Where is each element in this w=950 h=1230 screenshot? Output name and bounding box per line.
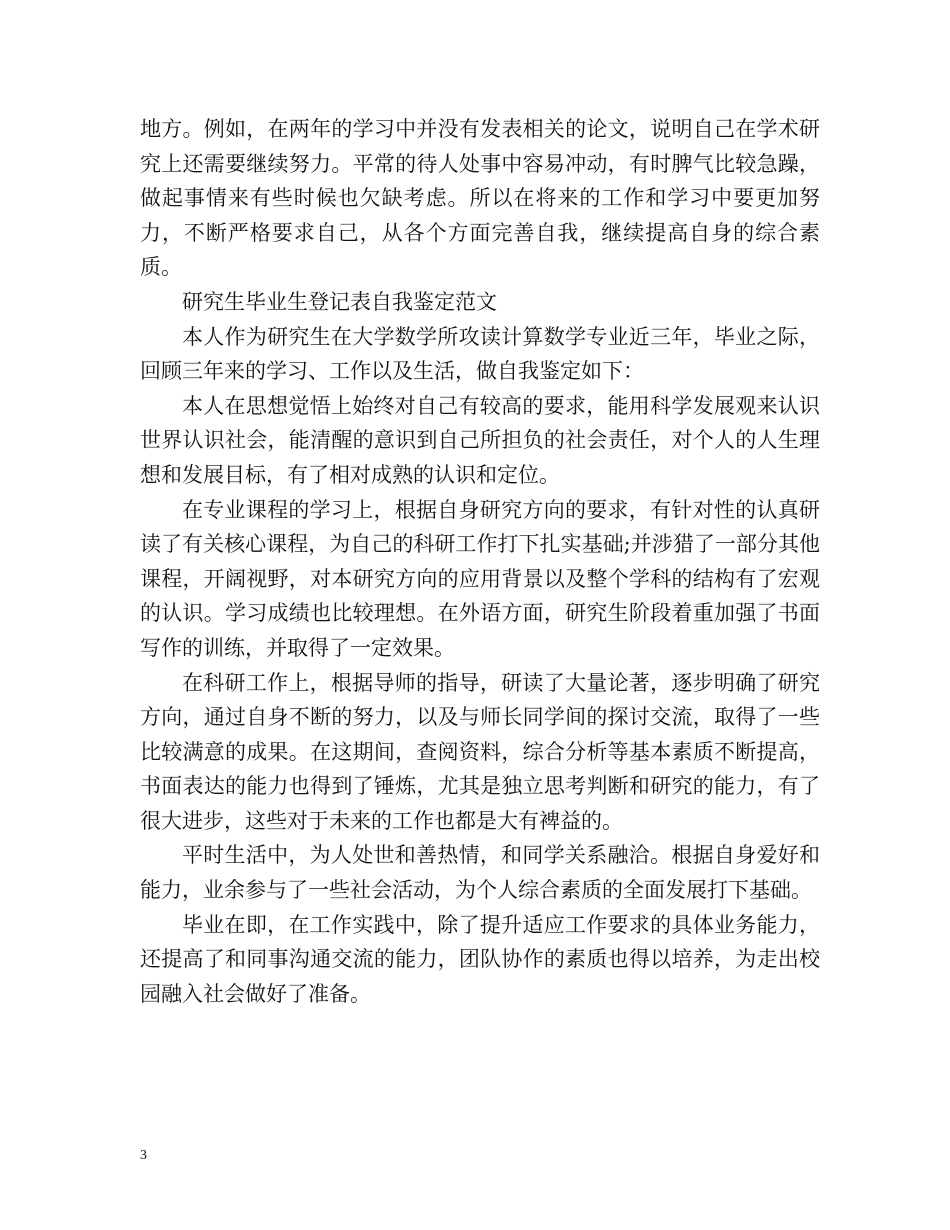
paragraph: 本人作为研究生在大学数学所攻读计算数学专业近三年，毕业之际，回顾三年来的学习、工作以及生活，做自我鉴定如下： [140,324,820,384]
paragraph: 地方。例如，在两年的学习中并没有发表相关的论文，说明自己在学术研究上还需要继续努力。平常的待人处事中容易冲动，有时脾气比较急躁，做起事情来有些时候也欠缺考虑。所以在将来的工作和学习中要更加努力，不断严格要求自己，从各个方面完善自我，继续提高自身的综合素质。 [140,117,820,280]
page-number: 3 [140,1148,147,1163]
paragraph: 平时生活中，为人处世和善热情，和同学关系融洽。根据自身爱好和能力，业余参与了一些社会活动，为个人综合素质的全面发展打下基础。 [140,843,820,903]
body-text [140,112,820,1011]
paragraph: 在专业课程的学习上，根据自身研究方向的要求，有针对性的认真研读了有关核心课程，为自己的科研工作打下扎实基础;并涉猎了一部分其他课程，开阔视野，对本研究方向的应用背景以及整个学科的结构有了宏观的认识。学习成绩也比较理想。在外语方面，研究生阶段着重加强了书面写作的训练，并取得了一定效果。 [140,497,820,660]
paragraph: 本人在思想觉悟上始终对自己有较高的要求，能用科学发展观来认识世界认识社会，能清醒的意识到自己所担负的社会责任，对个人的人生理想和发展目标，有了相对成熟的认识和定位。 [140,393,820,487]
section-heading: 研究生毕业生登记表自我鉴定范文 [182,289,497,314]
paragraph: 毕业在即，在工作实践中，除了提升适应工作要求的具体业务能力，还提高了和同事沟通交流的能力，团队协作的素质也得以培养，为走出校园融入社会做好了准备。 [140,912,820,1006]
paragraph: 在科研工作上，根据导师的指导，研读了大量论著，逐步明确了研究方向，通过自身不断的努力，以及与师长同学间的探讨交流，取得了一些比较满意的成果。在这期间，查阅资料，综合分析等基本素质不断提高，书面表达的能力也得到了锤炼，尤其是独立思考判断和研究的能力，有了很大进步，这些对于未来的工作也都是大有裨益的。 [140,670,820,833]
